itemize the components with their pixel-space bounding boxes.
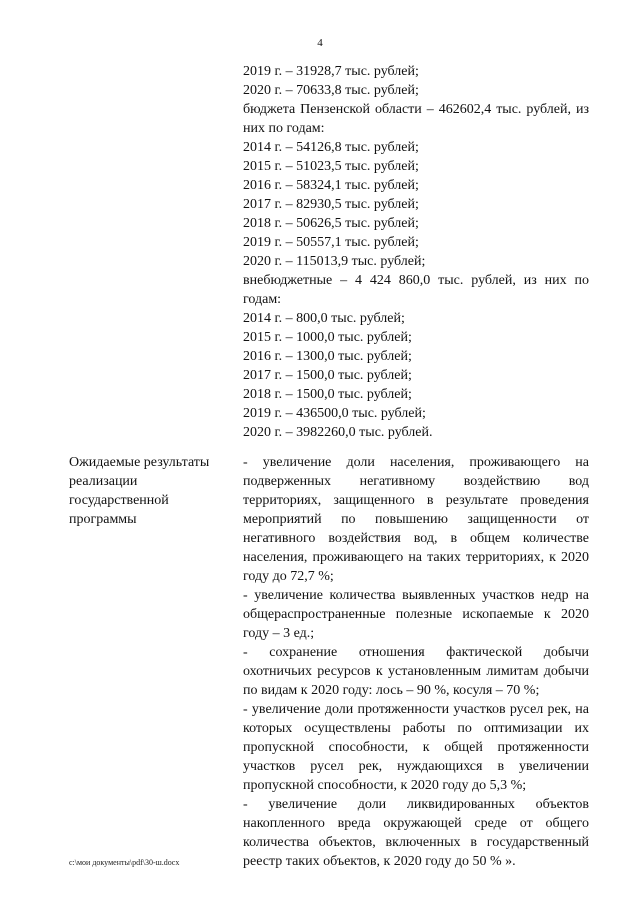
results-item: - увеличение количества выявленных участков недр на общераспространенные полезные ископаемые к 2020 году – 3 ед.; bbox=[243, 588, 589, 641]
regional-year-line: 2020 г. – 115013,9 тыс. рублей; bbox=[243, 254, 426, 269]
regional-year-line: 2015 г. – 51023,5 тыс. рублей; bbox=[243, 159, 419, 174]
regional-budget-line: бюджета Пензенской области – 462602,4 тыс. рублей, из них по годам: bbox=[243, 102, 589, 136]
regional-year-line: 2016 г. – 58324,1 тыс. рублей; bbox=[243, 178, 419, 193]
regional-year-line: 2019 г. – 50557,1 тыс. рублей; bbox=[243, 235, 419, 250]
results-label: Ожидаемые результаты реализации государственной программы bbox=[69, 455, 210, 527]
extrabudgetary-year-line: 2016 г. – 1300,0 тыс. рублей; bbox=[243, 349, 412, 364]
extrabudgetary-year-line: 2018 г. – 1500,0 тыс. рублей; bbox=[243, 387, 412, 402]
results-list bbox=[243, 453, 589, 871]
extrabudgetary-year-line: 2015 г. – 1000,0 тыс. рублей; bbox=[243, 330, 412, 345]
regional-year-line: 2014 г. – 54126,8 тыс. рублей; bbox=[243, 140, 419, 155]
extrabudgetary-year-line: 2019 г. – 436500,0 тыс. рублей; bbox=[243, 406, 426, 421]
extrabudgetary-year-line: 2014 г. – 800,0 тыс. рублей; bbox=[243, 311, 405, 326]
results-item: - увеличение доли ликвидированных объектов накопленного вреда окружающей среде от общего количества объектов, включенных в государственный реестр таких объектов, к 2020 году до 50 % ». bbox=[243, 797, 589, 869]
regional-year-line: 2017 г. – 82930,5 тыс. рублей; bbox=[243, 197, 419, 212]
results-item: - сохранение отношения фактической добычи охотничьих ресурсов к установленным лимитам добычи по видам к 2020 году: лось – 90 %, косуля – 70 %; bbox=[243, 645, 589, 698]
funding-line: 2019 г. – 31928,7 тыс. рублей; bbox=[243, 64, 419, 79]
extrabudgetary-line: внебюджетные – 4 424 860,0 тыс. рублей, из них по годам: bbox=[243, 273, 589, 307]
funding-block bbox=[243, 62, 589, 442]
results-item: - увеличение доли населения, проживающего на подверженных негативному воздействию вод территориях, защищенного в результате проведения мероприятий по повышению защищенности от негативного воздействия вод, в общем количестве населения, проживающего на таких территориях, к 2020 году до 72,7 %; bbox=[243, 455, 589, 584]
results-item: - увеличение доли протяженности участков русел рек, на которых осуществлены работы по оптимизации их пропускной способности, к общей протяженности участков русел рек, нуждающихся в увеличении пропускной способности, к 2020 году до 5,3 %; bbox=[243, 702, 589, 793]
page-number: 4 bbox=[317, 37, 323, 49]
footer-file-path: c:\мои документы\pdf\30-ш.docx bbox=[69, 858, 180, 867]
funding-line: 2020 г. – 70633,8 тыс. рублей; bbox=[243, 83, 419, 98]
extrabudgetary-year-line: 2017 г. – 1500,0 тыс. рублей; bbox=[243, 368, 412, 383]
extrabudgetary-year-line: 2020 г. – 3982260,0 тыс. рублей. bbox=[243, 425, 433, 440]
regional-year-line: 2018 г. – 50626,5 тыс. рублей; bbox=[243, 216, 419, 231]
